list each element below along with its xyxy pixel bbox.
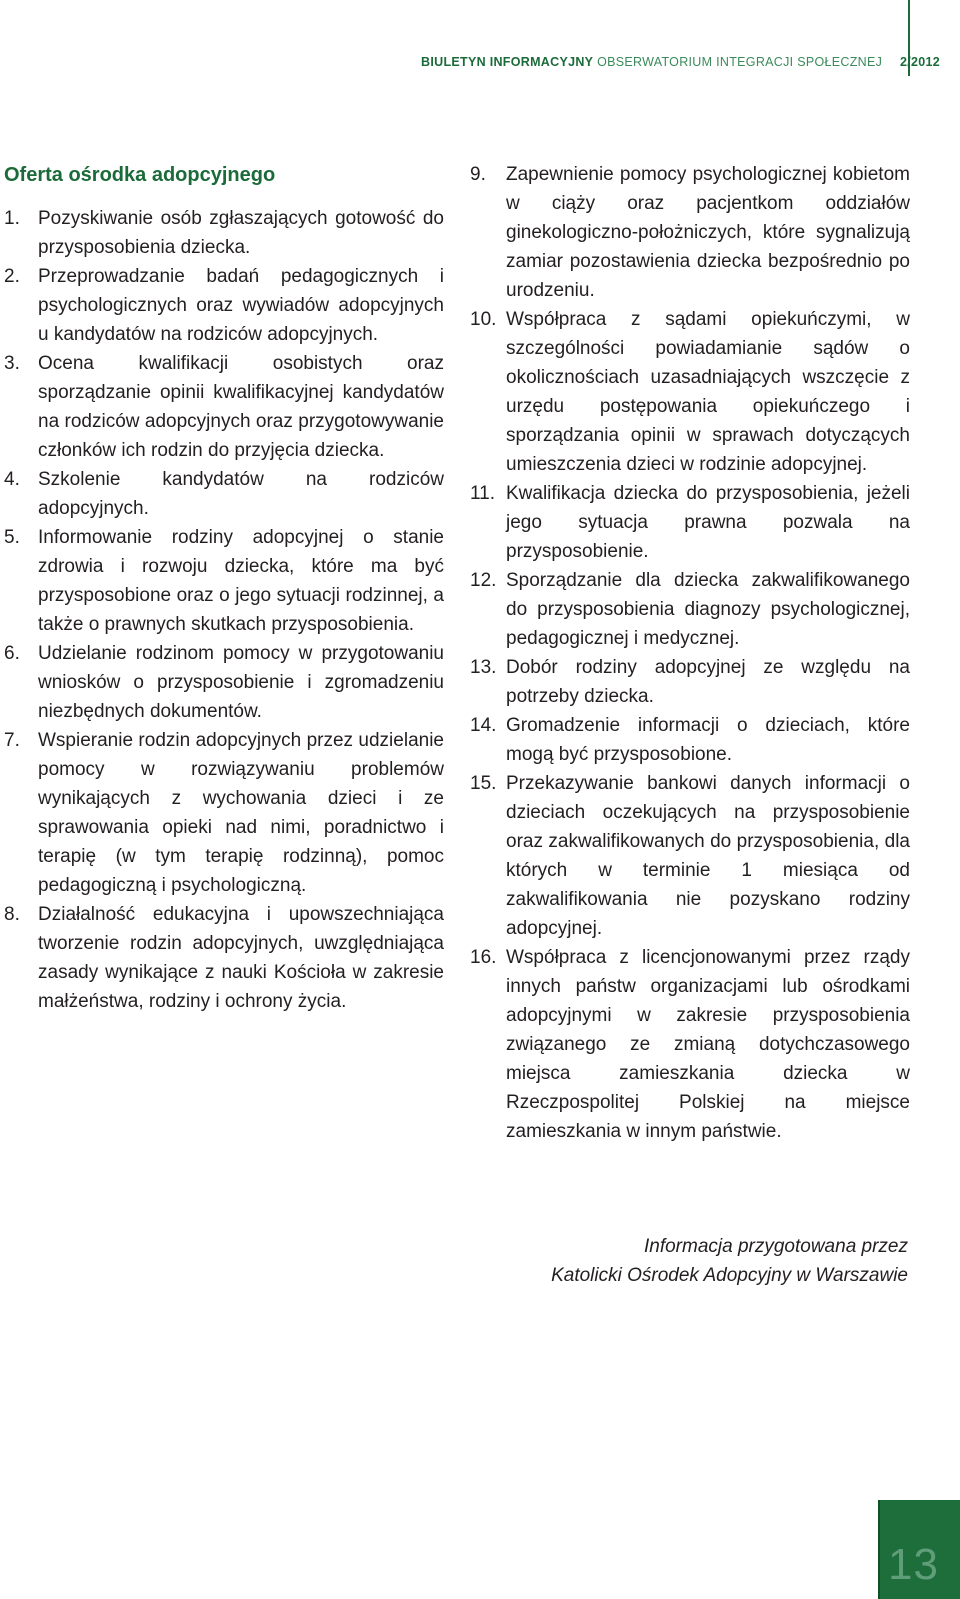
list-item-text: Informowanie rodziny adopcyjnej o stanie zdrowia i rozwoju dziecka, które ma być przysposobione oraz o jego sytuacji rodzinnej, a także o prawnych skutkach przysposobienia. [38,527,444,635]
list-item [4,465,444,523]
signature-block [551,1232,908,1290]
signature-line-1: Informacja przygotowana przez [643,1236,908,1257]
list-item-text: Zapewnienie pomocy psychologicznej kobietom w ciąży oraz pacjentkom oddziałów ginekologiczno-położniczych, które sygnalizują zamiar pozostawienia dziecka bezpośrednio po urodzeniu. [506,164,910,301]
list-item [4,900,444,1016]
list-item [470,711,910,769]
offer-list-right [470,160,910,1146]
list-item-text: Działalność edukacyjna i upowszechniająca tworzenie rodzin adopcyjnych, uwzględniająca zasady wynikające z nauki Kościoła w zakresie małżeństwa, rodziny i ochrony życia. [38,904,444,1012]
list-item-text: Ocena kwalifikacji osobistych oraz sporządzanie opinii kwalifikacyjnej kandydatów na rodziców adopcyjnych oraz przygotowywanie członków ich rodzin do przyjęcia dziecka. [38,353,444,461]
list-item [4,349,444,465]
list-item-text: Sporządzanie dla dziecka zakwalifikowanego do przysposobienia diagnozy psychologicznej, pedagogicznej i medycznej. [506,570,910,649]
offer-list-left [4,204,444,1016]
list-item-text: Gromadzenie informacji o dzieciach, które mogą być przysposobione. [506,715,910,765]
list-item-number: 6. [4,643,20,664]
list-item [4,726,444,900]
list-item [470,769,910,943]
list-item-number: 15. [470,773,497,794]
list-item-number: 7. [4,730,20,751]
list-item-number: 4. [4,469,20,490]
list-item-number: 3. [4,353,20,374]
list-item-text: Pozyskiwanie osób zgłaszających gotowość do przysposobienia dziecka. [38,208,444,258]
page-number: 13 [888,1540,939,1589]
list-item-number: 14. [470,715,497,736]
list-item [470,943,910,1146]
list-item-number: 5. [4,527,20,548]
list-item [4,262,444,349]
list-item-number: 9. [470,164,486,185]
header-title-light: OBSERWATORIUM INTEGRACJI SPOŁECZNEJ [597,55,883,69]
list-item-number: 12. [470,570,497,591]
list-item-text: Współpraca z sądami opiekuńczymi, w szczególności powiadamianie sądów o okolicznościach uzasadniających wszczęcie z urzędu postępowania opiekuńczego i sporządzania opinii w sprawach dotyczących umieszczenia dzieci w rodzinie adopcyjnej. [506,309,910,475]
list-item-number: 16. [470,947,497,968]
list-item-number: 10. [470,309,497,330]
signature-line-2: Katolicki Ośrodek Adopcyjny w Warszawie [551,1265,908,1286]
list-item-number: 13. [470,657,497,678]
page-tab-edge [878,1500,880,1599]
list-item [470,160,910,305]
list-item [470,653,910,711]
list-item-text: Przeprowadzanie badań pedagogicznych i psychologicznych oraz wywiadów adopcyjnych u kandydatów na rodziców adopcyjnych. [38,266,444,345]
list-item [4,523,444,639]
list-item-text: Udzielanie rodzinom pomocy w przygotowaniu wniosków o przysposobienie i zgromadzeniu niezbędnych dokumentów. [38,643,444,722]
list-item-number: 8. [4,904,20,925]
header-issue: 2/2012 [899,55,940,69]
list-item [4,204,444,262]
list-item-text: Współpraca z licencjonowanymi przez rządy innych państw organizacjami lub ośrodkami adopcyjnymi w zakresie przysposobienia związanego ze zmianą dotychczasowego miejsca zamieszkania dziecka w Rzeczpospolitej Polskiej na miejsce zamieszkania w innym państwie. [506,947,910,1142]
left-column [4,160,444,1016]
list-item-text: Kwalifikacja dziecka do przysposobienia, jeżeli jego sytuacja prawna pozwala na przysposobienie. [506,483,910,562]
list-item [470,566,910,653]
header-title-bold: BIULETYN INFORMACYJNY [421,55,594,69]
list-item [4,639,444,726]
list-item-text: Wspieranie rodzin adopcyjnych przez udzielanie pomocy w rozwiązywaniu problemów wynikających z wychowania dzieci i ze sprawowania opieki nad nimi, poradnictwo i terapię (w tym terapię rodzinną), pomoc pedagogiczną i psychologiczną. [38,730,444,896]
list-item-text: Szkolenie kandydatów na rodziców adopcyjnych. [38,469,444,519]
list-item-number: 2. [4,266,20,287]
list-item-number: 1. [4,208,20,229]
list-item-number: 11. [470,483,496,504]
right-column [470,160,910,1146]
list-item-text: Przekazywanie bankowi danych informacji o dzieciach oczekujących na przysposobienie oraz zakwalifikowanych do przysposobienia, dla których w terminie 1 miesiąca od zakwalifikowania nie pozyskano rodziny adopcyjnej. [506,773,910,939]
list-item [470,305,910,479]
section-title: Oferta ośrodka adopcyjnego [4,164,276,186]
running-header [421,55,940,69]
list-item [470,479,910,566]
list-item-text: Dobór rodziny adopcyjnej ze względu na potrzeby dziecka. [506,657,910,707]
